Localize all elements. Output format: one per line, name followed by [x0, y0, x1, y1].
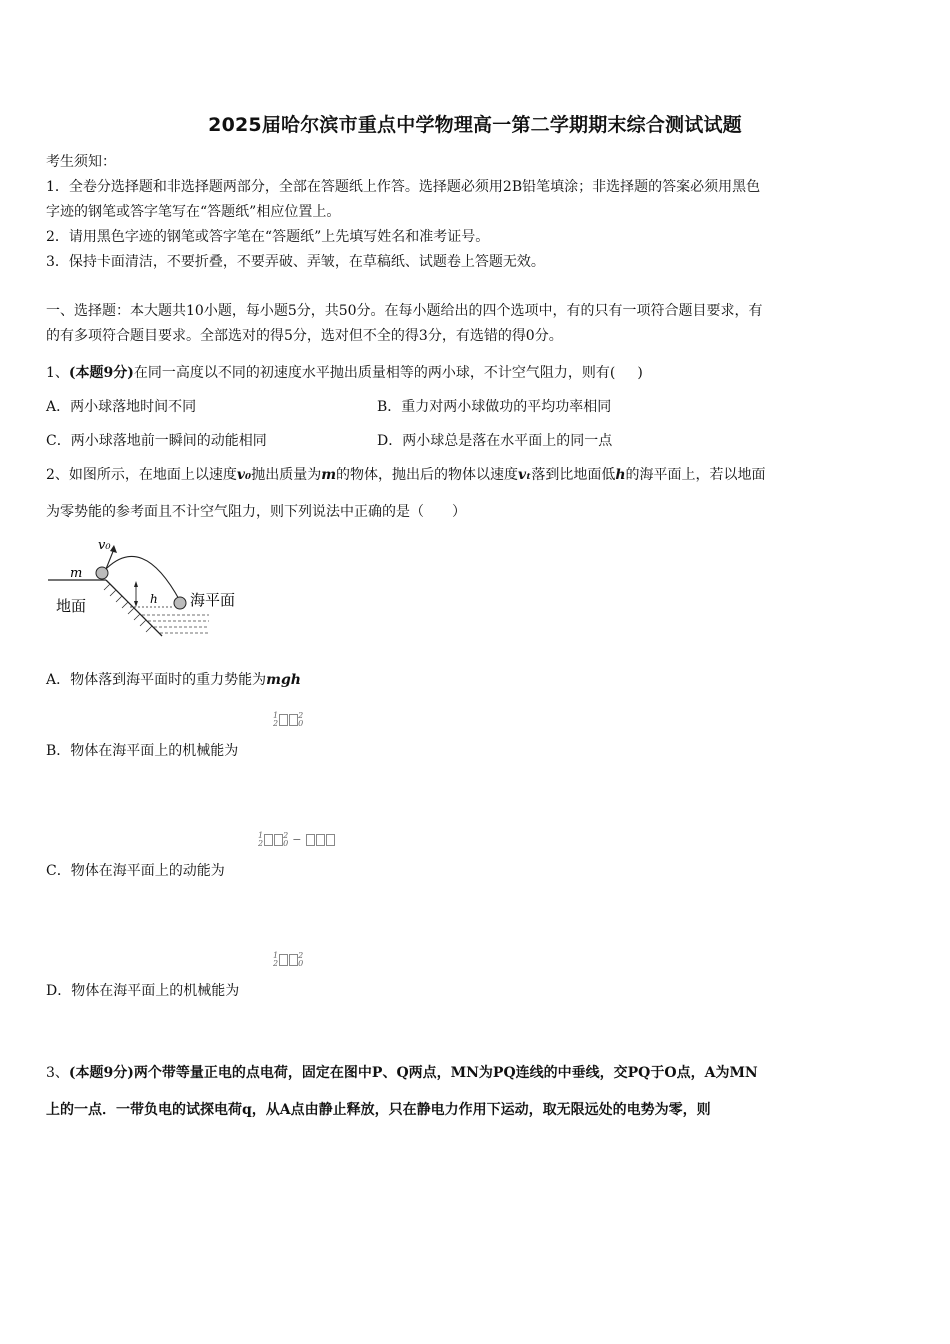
- ball-start: [96, 567, 108, 579]
- question-2-option-a-formula: mgh: [266, 672, 301, 688]
- velocity-arrowhead: [110, 545, 117, 553]
- notice-item-3: 3．保持卡面清洁，不要折叠，不要弄破、弄皱，在草稿纸、试题卷上答题无效。: [46, 254, 545, 270]
- notice-item-2: 2．请用黑色字迹的钢笔或答字笔在“答题纸”上先填写姓名和准考证号。: [46, 229, 490, 245]
- question-2-option-a: [46, 670, 301, 690]
- question-2-option-d-formula: 1 2 2 0: [273, 951, 304, 968]
- question-2-option-b-formula: 1 2 2 0: [273, 711, 304, 728]
- question-3-text: 两个带等量正电的点电荷，固定在图中P、Q两点，MN为PQ连线的中垂线，交PQ于O点，A为MN: [133, 1065, 758, 1081]
- question-1-tag: (本题9分): [68, 365, 134, 381]
- question-1-option-b: B．重力对两小球做功的平均功率相同: [377, 399, 612, 415]
- question-2-m: m: [321, 467, 337, 483]
- question-2-text-e: 的海平面上，若以地面: [625, 467, 766, 483]
- question-1-text: 在同一高度以不同的初速度水平抛出质量相等的两小球，不计空气阻力，则有(: [133, 365, 616, 381]
- question-2-option-c-formula: 1 2 2 0 −: [258, 832, 335, 848]
- trajectory-path: [104, 556, 180, 601]
- page-title: 2025届哈尔滨市重点中学物理高一第二学期期末综合测试试题: [208, 114, 742, 136]
- question-2-stem-cont: 为零势能的参考面且不计空气阻力，则下列说法中正确的是（ ）: [46, 504, 466, 520]
- projectile-figure: [44, 533, 254, 643]
- question-1-stem: [46, 363, 643, 383]
- ball-end: [174, 597, 186, 609]
- question-2-vt: vₜ: [518, 467, 532, 483]
- height-arrowhead-top: [134, 581, 138, 587]
- question-2-h: h: [615, 467, 626, 483]
- question-2-option-d: D．物体在海平面上的机械能为: [46, 983, 240, 999]
- sea-water: [142, 615, 209, 633]
- question-2-text-b: 抛出质量为: [251, 467, 322, 483]
- notice-header: 考生须知：: [46, 154, 116, 170]
- question-2-option-c: C．物体在海平面上的动能为: [46, 863, 225, 879]
- question-2-v0: v₀: [236, 467, 252, 483]
- notice-item-1: 1．全卷分选择题和非选择题两部分，全部在答题纸上作答。选择题必须用2B铅笔填涂；非选择题的答案必须用黑色: [46, 179, 761, 195]
- question-1-option-c: C．两小球落地前一瞬间的动能相同: [46, 433, 267, 449]
- cliff-hatch: [104, 584, 152, 632]
- label-m: m: [70, 566, 83, 581]
- label-ground: 地面: [56, 597, 87, 615]
- section-1-intro-cont: 的有多项符合题目要求。全部选对的得5分，选对但不全的得3分，有选错的得0分。: [46, 328, 563, 344]
- question-2-text-d: 落到比地面低: [531, 467, 616, 483]
- question-3-number: 3、: [46, 1065, 69, 1081]
- question-1-paren: ): [637, 365, 643, 381]
- question-1-option-d: D．两小球总是落在水平面上的同一点: [377, 433, 613, 449]
- question-2-stem: [46, 465, 766, 485]
- notice-item-1-cont: 字迹的钢笔或答字笔写在“答题纸”相应位置上。: [46, 204, 341, 220]
- question-3-tag: (本题9分): [68, 1065, 134, 1081]
- question-3-stem: [46, 1063, 758, 1083]
- label-sea-level: 海平面: [190, 591, 236, 609]
- question-2-text-c: 的物体，抛出后的物体以速度: [336, 467, 519, 483]
- question-2-text-a: 2、如图所示，在地面上以速度: [46, 467, 237, 483]
- question-2-option-b: B．物体在海平面上的机械能为: [46, 743, 239, 759]
- height-arrowhead-bottom: [134, 601, 138, 607]
- label-h: h: [150, 592, 158, 606]
- question-1-option-a: A．两小球落地时间不同: [46, 399, 197, 415]
- question-2-option-a-text: A．物体落到海平面时的重力势能为: [46, 672, 267, 688]
- section-1-intro: 一、选择题：本大题共10小题，每小题5分，共50分。在每小题给出的四个选项中，有的只有一项符合题目要求，有: [46, 303, 763, 319]
- label-v0: v₀: [98, 538, 111, 553]
- question-3-stem-cont: 上的一点．一带负电的试探电荷q，从A点由静止释放，只在静电力作用下运动，取无限远处的电势为零，则: [46, 1102, 711, 1118]
- question-1-number: 1、: [46, 365, 69, 381]
